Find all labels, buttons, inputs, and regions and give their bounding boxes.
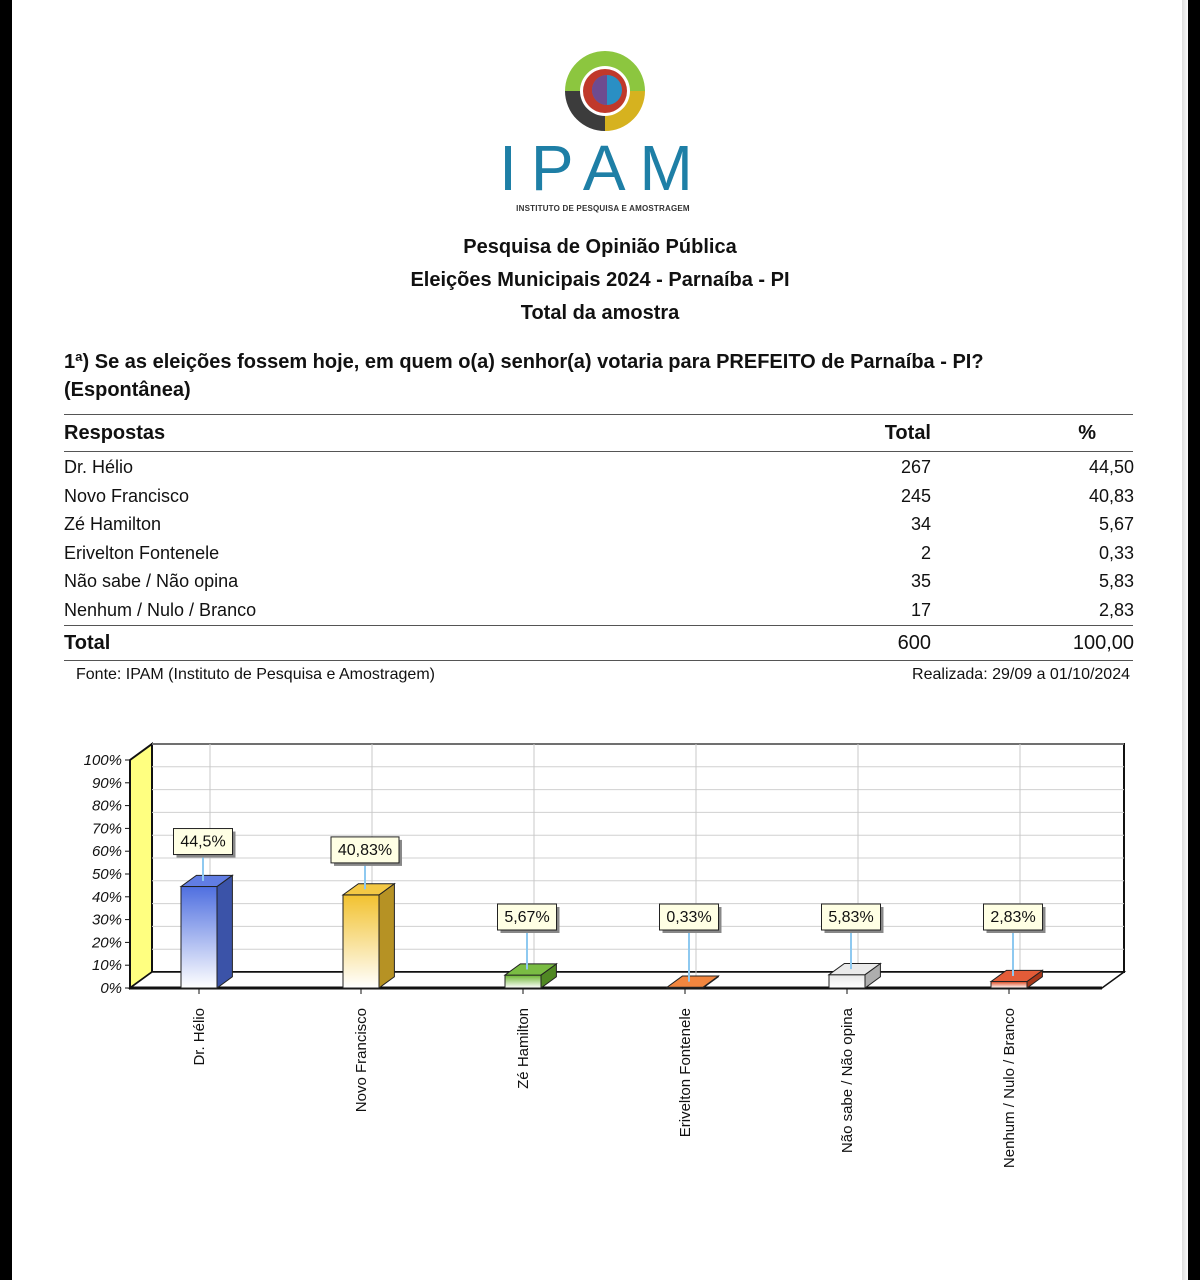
report-sample: Total da amostra: [520, 302, 680, 324]
report-page: [12, 0, 1188, 1280]
y-tick-label: 80%: [91, 797, 122, 815]
row-total: 245: [900, 485, 931, 506]
row-pct: 5,83: [1098, 571, 1134, 591]
data-label: 40,83%: [337, 841, 393, 859]
row-total: 34: [910, 514, 931, 534]
y-tick-label: 60%: [91, 843, 122, 861]
category-label: Não sabe / Não opina: [839, 1008, 856, 1154]
data-label: 5,67%: [504, 909, 550, 926]
row-total: 2: [920, 542, 931, 563]
y-tick-label: 40%: [91, 888, 122, 906]
header-total: Total: [884, 422, 931, 444]
header-pct: %: [1078, 422, 1096, 444]
category-label: Nenhum / Nulo / Branco: [1001, 1008, 1018, 1169]
y-tick-label: 20%: [91, 934, 122, 952]
row-label: Novo Francisco: [64, 485, 190, 506]
row-pct: 40,83: [1088, 485, 1134, 506]
question-type: (Espontânea): [64, 379, 191, 401]
row-total: 35: [910, 571, 931, 591]
category-label: Novo Francisco: [353, 1008, 370, 1113]
category-label: Dr. Hélio: [191, 1008, 208, 1066]
bar-side: [379, 884, 394, 988]
table-rule-total: [64, 625, 1133, 626]
bar-front: [829, 975, 865, 988]
table-rule-header: [64, 451, 1133, 452]
table-rule-top: [64, 414, 1133, 415]
row-pct: 5,67: [1098, 514, 1134, 534]
y-tick-label: 30%: [91, 911, 122, 929]
logo-subtitle: INSTITUTO DE PESQUISA E AMOSTRAGEM: [516, 204, 690, 213]
report-subtitle: Eleições Municipais 2024 - Parnaíba - PI: [410, 269, 790, 291]
logo-wordmark: IPAM: [499, 132, 707, 204]
table-rule-bottom: [64, 660, 1133, 661]
row-pct: 0,33: [1098, 542, 1134, 563]
y-tick-label: 10%: [91, 957, 122, 975]
y-tick-label: 50%: [91, 866, 122, 883]
header-respostas: Respostas: [64, 422, 166, 444]
category-label: Erivelton Fontenele: [677, 1008, 694, 1138]
question-text: [64, 348, 1144, 404]
row-pct: 44,50: [1088, 457, 1134, 477]
report-title: Pesquisa de Opinião Pública: [463, 236, 737, 258]
chart-left-wall: [130, 744, 152, 988]
bar-front: [505, 975, 541, 988]
bar-front: [343, 895, 379, 988]
total-pct: 100,00: [1072, 632, 1134, 654]
data-label: 2,83%: [990, 909, 1036, 926]
data-label: 0,33%: [666, 909, 712, 926]
logo-emblem-icon: [560, 46, 650, 136]
fieldwork-date: Realizada: 29/09 a 01/10/2024: [912, 666, 1130, 683]
source-note: Fonte: IPAM (Instituto de Pesquisa e Amostragem): [76, 666, 435, 683]
bar-front: [991, 982, 1027, 988]
y-tick-label: 0%: [100, 980, 122, 997]
row-label: Dr. Hélio: [64, 457, 134, 477]
bar-side: [217, 875, 232, 988]
row-label: Erivelton Fontenele: [64, 542, 220, 563]
vote-chart: [12, 730, 1188, 1210]
category-label: Zé Hamilton: [515, 1008, 532, 1089]
data-label: 5,83%: [828, 909, 874, 926]
bar-chart-svg: [12, 730, 1188, 1210]
y-tick-label: 70%: [91, 820, 122, 838]
row-pct: 2,83: [1098, 599, 1134, 620]
bar-front: [181, 887, 217, 988]
chart-floor: [130, 972, 1124, 988]
row-total: 17: [910, 599, 931, 620]
row-label: Não sabe / Não opina: [64, 571, 239, 591]
total-label: Total: [64, 632, 111, 654]
y-tick-label: 90%: [91, 774, 122, 792]
data-label: 44,5%: [180, 833, 226, 851]
row-label: Nenhum / Nulo / Branco: [64, 599, 257, 620]
question-line: 1ª) Se as eleições fossem hoje, em quem o(a) senhor(a) votaria para PREFEITO de Parnaíba - PI?: [64, 351, 984, 373]
row-total: 267: [900, 457, 931, 477]
ipam-logo: [492, 40, 712, 220]
row-label: Zé Hamilton: [64, 514, 162, 534]
y-tick-label: 100%: [83, 752, 122, 769]
total-count: 600: [897, 632, 931, 654]
